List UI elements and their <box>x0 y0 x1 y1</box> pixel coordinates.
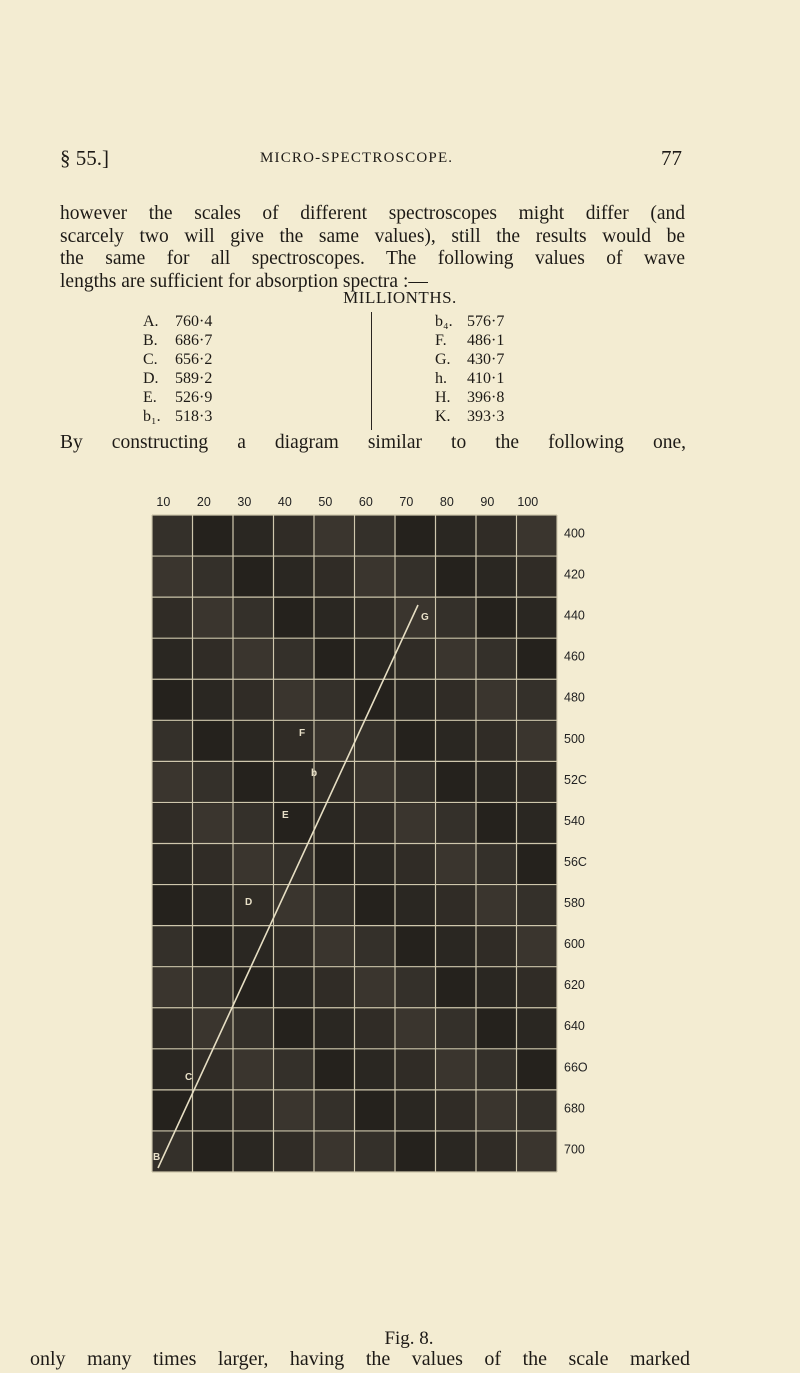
top-tick-label: 40 <box>277 495 292 509</box>
grid-cell <box>356 886 395 925</box>
grid-cell <box>234 1009 273 1048</box>
grid-cell <box>153 803 192 842</box>
grid-cell <box>234 803 273 842</box>
right-tick-label: 500 <box>564 731 585 746</box>
grid-cell <box>356 1132 395 1171</box>
right-tick-label: 52C <box>564 772 587 787</box>
grid-cell <box>477 516 516 555</box>
grid-cell <box>194 598 233 637</box>
grid-cell <box>153 1009 192 1048</box>
grid-cell <box>477 1050 516 1089</box>
grid-cell <box>275 845 314 884</box>
grid-cell <box>315 762 354 801</box>
grid-cell <box>518 968 557 1007</box>
grid-cell <box>437 1132 476 1171</box>
grid-cell <box>234 1132 273 1171</box>
grid-cell <box>437 598 476 637</box>
grid-cell <box>518 557 557 596</box>
line-key: D. <box>143 370 159 387</box>
right-tick-label: 600 <box>564 937 585 952</box>
grid-cell <box>356 845 395 884</box>
grid-cell <box>437 721 476 760</box>
grid-cell <box>396 803 435 842</box>
line-key: b₄. <box>435 313 453 330</box>
grid-cell <box>356 598 395 637</box>
grid-cell <box>315 680 354 719</box>
grid-cell <box>518 886 557 925</box>
top-tick-label: 50 <box>318 495 333 509</box>
text-line: however the scales of different spectroscopes might differ (and <box>60 203 685 224</box>
figure-caption: Fig. 8. <box>384 1328 434 1349</box>
page-number: 77 <box>661 146 682 170</box>
grid-cell <box>153 1091 192 1130</box>
grid-cell <box>315 886 354 925</box>
spectral-line-label: b <box>311 768 318 779</box>
top-tick-label: 70 <box>399 495 414 509</box>
line-value: 396·8 <box>467 389 505 406</box>
spectral-line-label: B <box>153 1152 161 1163</box>
line-value: 526·9 <box>175 389 213 406</box>
grid-cell <box>275 557 314 596</box>
grid-cell <box>396 557 435 596</box>
grid-cell <box>194 886 233 925</box>
grid-cell <box>194 927 233 966</box>
top-tick-label: 80 <box>439 495 454 509</box>
top-tick-label: 30 <box>237 495 252 509</box>
line-key: H. <box>435 389 451 406</box>
grid-cell <box>153 886 192 925</box>
grid-cell <box>315 516 354 555</box>
line-key: G. <box>435 351 451 368</box>
grid-cell <box>315 845 354 884</box>
grid-cell <box>437 845 476 884</box>
grid-cell <box>234 886 273 925</box>
grid-cell <box>356 639 395 678</box>
grid-cell <box>194 1091 233 1130</box>
line-value: 576·7 <box>467 313 505 330</box>
grid-cell <box>153 516 192 555</box>
line-key: B. <box>143 332 158 349</box>
grid-cell <box>194 516 233 555</box>
line-value: 486·1 <box>467 332 505 349</box>
grid-cell <box>518 1132 557 1171</box>
text-line: the same for all spectroscopes. The following values of wave <box>60 248 685 269</box>
grid-cell <box>153 721 192 760</box>
grid-cell <box>396 721 435 760</box>
grid-cell <box>315 927 354 966</box>
grid-cell <box>234 598 273 637</box>
grid-cell <box>153 639 192 678</box>
grid-cell <box>518 1009 557 1048</box>
top-tick-label: 100 <box>517 495 539 509</box>
line-key: h. <box>435 370 447 387</box>
grid-cell <box>194 680 233 719</box>
right-tick-label: 66O <box>564 1060 588 1075</box>
grid-cell <box>234 1091 273 1130</box>
grid-cell <box>234 721 273 760</box>
grid-cell <box>518 639 557 678</box>
grid-cell <box>315 598 354 637</box>
grid-cell <box>194 1132 233 1171</box>
right-tick-label: 400 <box>564 526 585 541</box>
grid-cell <box>518 598 557 637</box>
grid-cell <box>437 927 476 966</box>
grid-cell <box>396 516 435 555</box>
grid-cell <box>275 680 314 719</box>
grid-cell <box>275 721 314 760</box>
right-tick-label: 460 <box>564 649 585 664</box>
grid-cell <box>396 968 435 1007</box>
grid-cell <box>518 762 557 801</box>
grid-cell <box>153 762 192 801</box>
grid-cell <box>518 845 557 884</box>
line-value: 686·7 <box>175 332 213 349</box>
spectral-line-label: G <box>421 612 429 623</box>
grid-cell <box>396 639 435 678</box>
grid-cell <box>356 1009 395 1048</box>
grid-cell <box>437 1050 476 1089</box>
grid-cell <box>477 1091 516 1130</box>
grid-cell <box>396 927 435 966</box>
grid-cell <box>234 516 273 555</box>
right-tick-label: 420 <box>564 567 585 582</box>
grid-cell <box>275 516 314 555</box>
grid-cell <box>477 845 516 884</box>
grid-cell <box>153 1050 192 1089</box>
grid-cell <box>396 886 435 925</box>
grid-cell <box>194 803 233 842</box>
grid-cell <box>396 1009 435 1048</box>
grid-cell <box>396 1050 435 1089</box>
grid-cell <box>315 1009 354 1048</box>
table-heading: MILLIONTHS. <box>343 288 457 307</box>
grid-cell <box>477 803 516 842</box>
right-tick-label: 440 <box>564 608 585 623</box>
line-key: C. <box>143 351 158 368</box>
grid-cell <box>315 1132 354 1171</box>
grid-cell <box>356 968 395 1007</box>
grid-cell <box>315 803 354 842</box>
line-value: 430·7 <box>467 351 505 368</box>
body-paragraph-2: By constructing a diagram similar to the following one, <box>60 432 686 453</box>
grid-cell <box>477 680 516 719</box>
grid-cell <box>275 598 314 637</box>
grid-cell <box>477 968 516 1007</box>
right-tick-label: 480 <box>564 690 585 705</box>
grid-cell <box>396 1132 435 1171</box>
grid-cell <box>356 1050 395 1089</box>
grid-cell <box>477 598 516 637</box>
grid-cell <box>234 845 273 884</box>
right-tick-label: 640 <box>564 1019 585 1034</box>
right-tick-label: 580 <box>564 896 585 911</box>
line-key: b₁. <box>143 408 161 425</box>
grid-cell <box>275 762 314 801</box>
top-tick-label: 20 <box>196 495 211 509</box>
grid-cell <box>275 968 314 1007</box>
grid-cell <box>356 803 395 842</box>
grid-cell <box>153 845 192 884</box>
grid-cell <box>194 845 233 884</box>
grid-cell <box>477 927 516 966</box>
grid-cell <box>396 1091 435 1130</box>
right-tick-label: 540 <box>564 813 585 828</box>
grid-cell <box>477 1132 516 1171</box>
right-tick-label: 56C <box>564 854 587 869</box>
right-tick-label: 700 <box>564 1142 585 1157</box>
grid-cell <box>234 557 273 596</box>
grid-cell <box>234 762 273 801</box>
grid-cell <box>437 516 476 555</box>
grid-cell <box>437 762 476 801</box>
line-key: E. <box>143 389 157 406</box>
grid-cell <box>275 1091 314 1130</box>
grid-cell <box>275 639 314 678</box>
grid-cell <box>396 762 435 801</box>
grid-cell <box>518 516 557 555</box>
grid-cell <box>477 886 516 925</box>
grid-cell <box>437 968 476 1007</box>
grid-cell <box>194 557 233 596</box>
grid-cell <box>194 762 233 801</box>
grid-cell <box>194 721 233 760</box>
right-tick-label: 620 <box>564 978 585 993</box>
grid-cell <box>477 762 516 801</box>
line-key: K. <box>435 408 451 425</box>
text-line: lengths are sufficient for absorption spectra :— <box>60 270 428 292</box>
grid-cell <box>437 803 476 842</box>
line-key: F. <box>435 332 447 349</box>
grid-cell <box>315 721 354 760</box>
spectral-line-label: F <box>299 728 306 739</box>
grid-cell <box>518 1091 557 1130</box>
grid-cell <box>518 927 557 966</box>
grid-cell <box>437 1091 476 1130</box>
grid-cell <box>356 927 395 966</box>
grid-cell <box>194 1050 233 1089</box>
grid-cell <box>275 1132 314 1171</box>
grid-cell <box>315 1050 354 1089</box>
grid-cell <box>356 557 395 596</box>
grid-cell <box>234 968 273 1007</box>
top-tick-label: 60 <box>358 495 373 509</box>
grid-cell <box>234 680 273 719</box>
grid-cell <box>315 557 354 596</box>
grid-cell <box>275 927 314 966</box>
grid-cell <box>437 886 476 925</box>
grid-cell <box>194 639 233 678</box>
grid-cell <box>315 1091 354 1130</box>
top-tick-label: 10 <box>156 495 171 509</box>
section-reference: § 55.] <box>60 146 109 170</box>
grid-cell <box>315 968 354 1007</box>
grid-cell <box>437 1009 476 1048</box>
grid-cell <box>153 557 192 596</box>
grid-cell <box>396 845 435 884</box>
top-tick-label: 90 <box>480 495 495 509</box>
grid-cell <box>234 1050 273 1089</box>
grid-cell <box>518 1050 557 1089</box>
line-value: 656·2 <box>175 351 213 368</box>
line-value: 410·1 <box>467 370 505 387</box>
spectral-line-label: D <box>245 897 253 908</box>
grid-cell <box>477 721 516 760</box>
grid-cell <box>477 557 516 596</box>
running-title: MICRO-SPECTROSCOPE. <box>260 150 454 166</box>
grid-cell <box>153 598 192 637</box>
spectral-line-label: E <box>282 810 289 821</box>
line-value: 393·3 <box>467 408 505 425</box>
grid-cell <box>396 680 435 719</box>
grid-cell <box>275 1009 314 1048</box>
grid-cell <box>477 1009 516 1048</box>
grid-cell <box>153 680 192 719</box>
grid-cell <box>477 639 516 678</box>
spectral-line-label: C <box>185 1072 193 1083</box>
grid-cell <box>437 557 476 596</box>
grid-cell <box>356 1091 395 1130</box>
grid-cell <box>275 803 314 842</box>
grid-cell <box>275 1050 314 1089</box>
grid-cell <box>518 721 557 760</box>
right-tick-label: 680 <box>564 1101 585 1116</box>
line-key: A. <box>143 313 159 330</box>
text-line: scarcely two will give the same values), still the results would be <box>60 225 685 247</box>
grid-cell <box>518 680 557 719</box>
grid-cell <box>356 516 395 555</box>
grid-cell <box>153 927 192 966</box>
line-value: 589·2 <box>175 370 213 387</box>
grid-cell <box>153 968 192 1007</box>
grid-cell <box>356 762 395 801</box>
grid-cell <box>437 639 476 678</box>
grid-cell <box>437 680 476 719</box>
line-value: 760·4 <box>175 313 213 330</box>
line-value: 518·3 <box>175 408 213 425</box>
grid-cell <box>194 968 233 1007</box>
grid-cell <box>194 1009 233 1048</box>
grid-cell <box>518 803 557 842</box>
body-paragraph-3: only many times larger, having the values of the scale marked <box>30 1348 690 1370</box>
grid-cell <box>315 639 354 678</box>
grid-cell <box>234 639 273 678</box>
